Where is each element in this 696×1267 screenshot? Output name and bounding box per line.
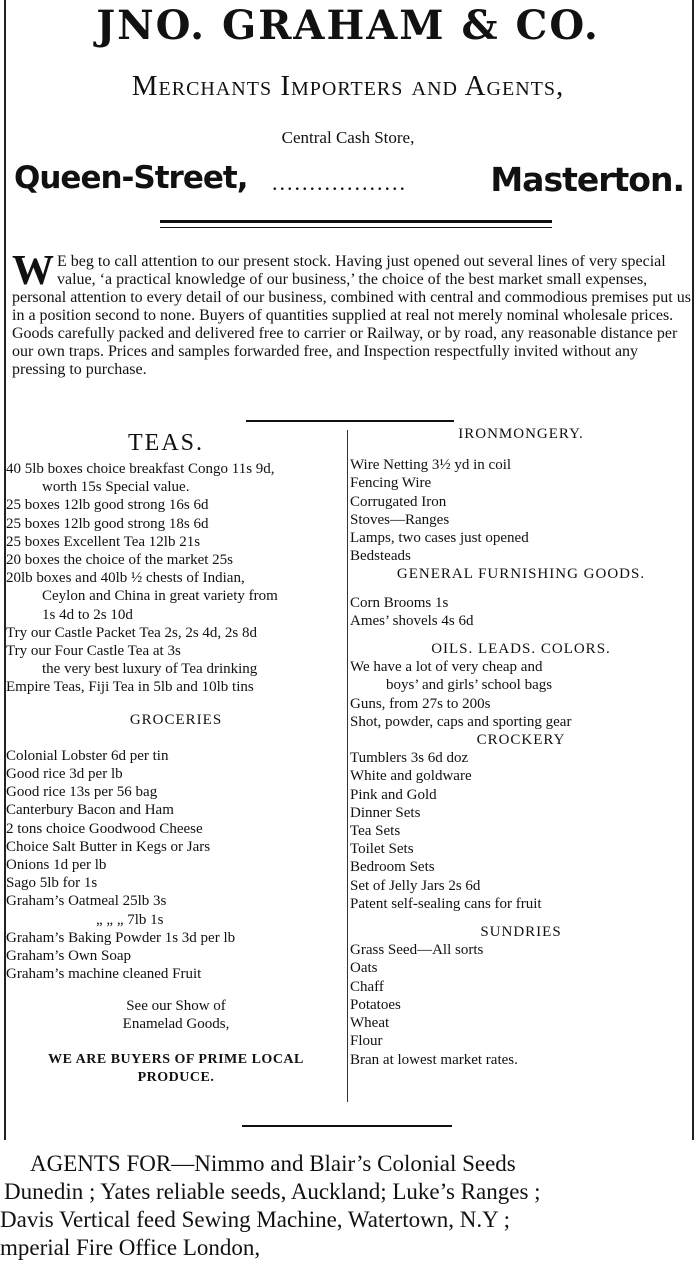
furnishing-heading: GENERAL FURNISHING GOODS. [396,566,646,583]
right-border [692,0,694,1140]
leader-dots: .................. [272,170,407,195]
firm-name: JNO. GRAHAM & CO. [96,2,600,49]
show-line: See our Show of [126,998,226,1015]
list-item: Colonial Lobster 6d per tin [6,747,169,764]
crockery-heading: CROCKERY [476,732,566,749]
list-item: 40 5lb boxes choice breakfast Congo 11s 9d, [6,461,275,477]
list-item: Dinner Sets [350,804,421,821]
list-item: 1s 4d to 2s 10d [42,606,133,623]
town-name: Masterton. [490,160,684,199]
right-column [350,425,692,1069]
list-item: White and goldware [350,768,472,785]
list-item: Shot, powder, caps and sporting gear [350,713,572,730]
agents-notice [0,1150,690,1262]
list-item: Lamps, two cases just opened [350,530,529,547]
list-item: boys’ and girls’ school bags [386,677,553,694]
agents-line: mperial Fire Office London, [0,1235,261,1260]
list-item: Wheat [350,1015,390,1032]
list-item: 25 boxes 12lb good strong 16s 6d [6,497,209,514]
list-item: worth 15s Special value. [42,479,190,496]
drop-cap: W [12,248,54,294]
left-column [6,428,346,1087]
divider-rule [160,220,552,223]
teas-heading: TEAS. [128,430,204,456]
list-item: Toilet Sets [350,841,414,858]
list-item: Ames’ shovels 4s 6d [350,612,474,629]
divider-rule-thin [160,227,552,228]
list-item: Graham’s Own Soap [6,948,131,965]
buyers-notice: WE ARE BUYERS OF PRIME LOCAL [48,1052,304,1068]
list-item: Bedsteads [350,548,411,565]
buyers-notice: PRODUCE. [137,1070,215,1086]
agents-line: Dunedin ; Yates reliable seeds, Auckland; Luke’s Ranges ; [4,1179,541,1204]
sundries-heading: SUNDRIES [480,924,562,941]
list-item: Set of Jelly Jars 2s 6d [350,877,481,894]
list-item: We have a lot of very cheap and [350,659,543,676]
column-separator [347,430,348,1102]
list-item: Graham’s Oatmeal 25lb 3s [6,893,167,910]
list-item: Ceylon and China in great variety from [42,588,278,605]
list-item: Bran at lowest market rates. [350,1051,518,1068]
list-item: Oats [350,960,378,977]
list-item: Grass Seed—All sorts [350,942,484,959]
oils-heading: OILS. LEADS. COLORS. [431,641,611,658]
list-item: Corn Brooms 1s [350,594,449,611]
list-item: Chaff [350,978,384,995]
list-item: Flour [350,1033,383,1050]
list-item: „ „ „ 7lb 1s [96,911,164,928]
list-item: 25 boxes 12lb good strong 18s 6d [6,515,209,532]
list-item: Sago 5lb for 1s [6,875,98,892]
list-item: Empire Teas, Fiji Tea in 5lb and 10lb tins [6,679,254,696]
street-name: Queen-Street, [14,160,248,196]
list-item: Canterbury Bacon and Ham [6,802,174,819]
list-item: Graham’s Baking Powder 1s 3d per lb [6,929,236,946]
list-item: 20 boxes the choice of the market 25s [6,552,234,569]
bottom-rule [242,1125,452,1127]
list-item: Try our Castle Packet Tea 2s, 2s 4d, 2s 8d [6,624,258,641]
intro-paragraph [12,248,692,379]
agents-line: AGENTS FOR—Nimmo and Blair’s Colonial Seeds [30,1151,516,1176]
ironmongery-heading: IRONMONGERY. [458,426,584,442]
address-line [14,160,684,204]
show-line: Enamelad Goods, [122,1016,230,1033]
section-rule [246,420,454,422]
list-item: the very best luxury of Tea drinking [42,661,258,678]
list-item: Choice Salt Butter in Kegs or Jars [6,838,211,855]
list-item: Patent self-sealing cans for fruit [350,895,542,912]
list-item: 25 boxes Excellent Tea 12lb 21s [6,533,201,550]
intro-text: E beg to call attention to our present stock. Having just opened out several lines of very special value, ‘a practical knowledge of our business,’ the choice of the best market small expenses, personal attention to every detail of our business, combined with central and commodious premises put us in a position second to none. Buyers of quantities supplied at real not merely nominal wholesale prices. Goods carefully packed and delivered free to carrier or Railway, or by road, any reasonable distance per our own traps. Prices and samples forwarded free, and Inspection respectfully invited without any pressing to purchase. [12,253,691,378]
list-item: Stoves—Ranges [350,511,450,528]
list-item: 20lb boxes and 40lb ½ chests of Indian, [6,570,245,587]
store-name: Central Cash Store, [281,128,415,147]
list-item: Tea Sets [350,823,401,840]
list-item: Wire Netting 3½ yd in coil [350,457,512,474]
firm-tagline: Merchants Importers and Agents, [131,70,565,102]
list-item: Pink and Gold [350,786,437,803]
list-item: Potatoes [350,996,401,1013]
list-item: 2 tons choice Goodwood Cheese [6,820,203,837]
list-item: Graham’s machine cleaned Fruit [6,966,202,983]
list-item: Good rice 3d per lb [6,766,123,783]
list-item: Good rice 13s per 56 bag [6,784,158,801]
groceries-heading: GROCERIES [129,711,223,728]
list-item: Fencing Wire [350,475,432,492]
agents-line: Davis Vertical feed Sewing Machine, Watertown, N.Y ; [0,1207,510,1232]
list-item: Onions 1d per lb [6,857,107,874]
list-item: Bedroom Sets [350,859,435,876]
list-item: Tumblers 3s 6d doz [350,750,469,767]
list-item: Try our Four Castle Tea at 3s [6,643,181,660]
list-item: Corrugated Iron [350,493,447,510]
list-item: Guns, from 27s to 200s [350,695,491,712]
